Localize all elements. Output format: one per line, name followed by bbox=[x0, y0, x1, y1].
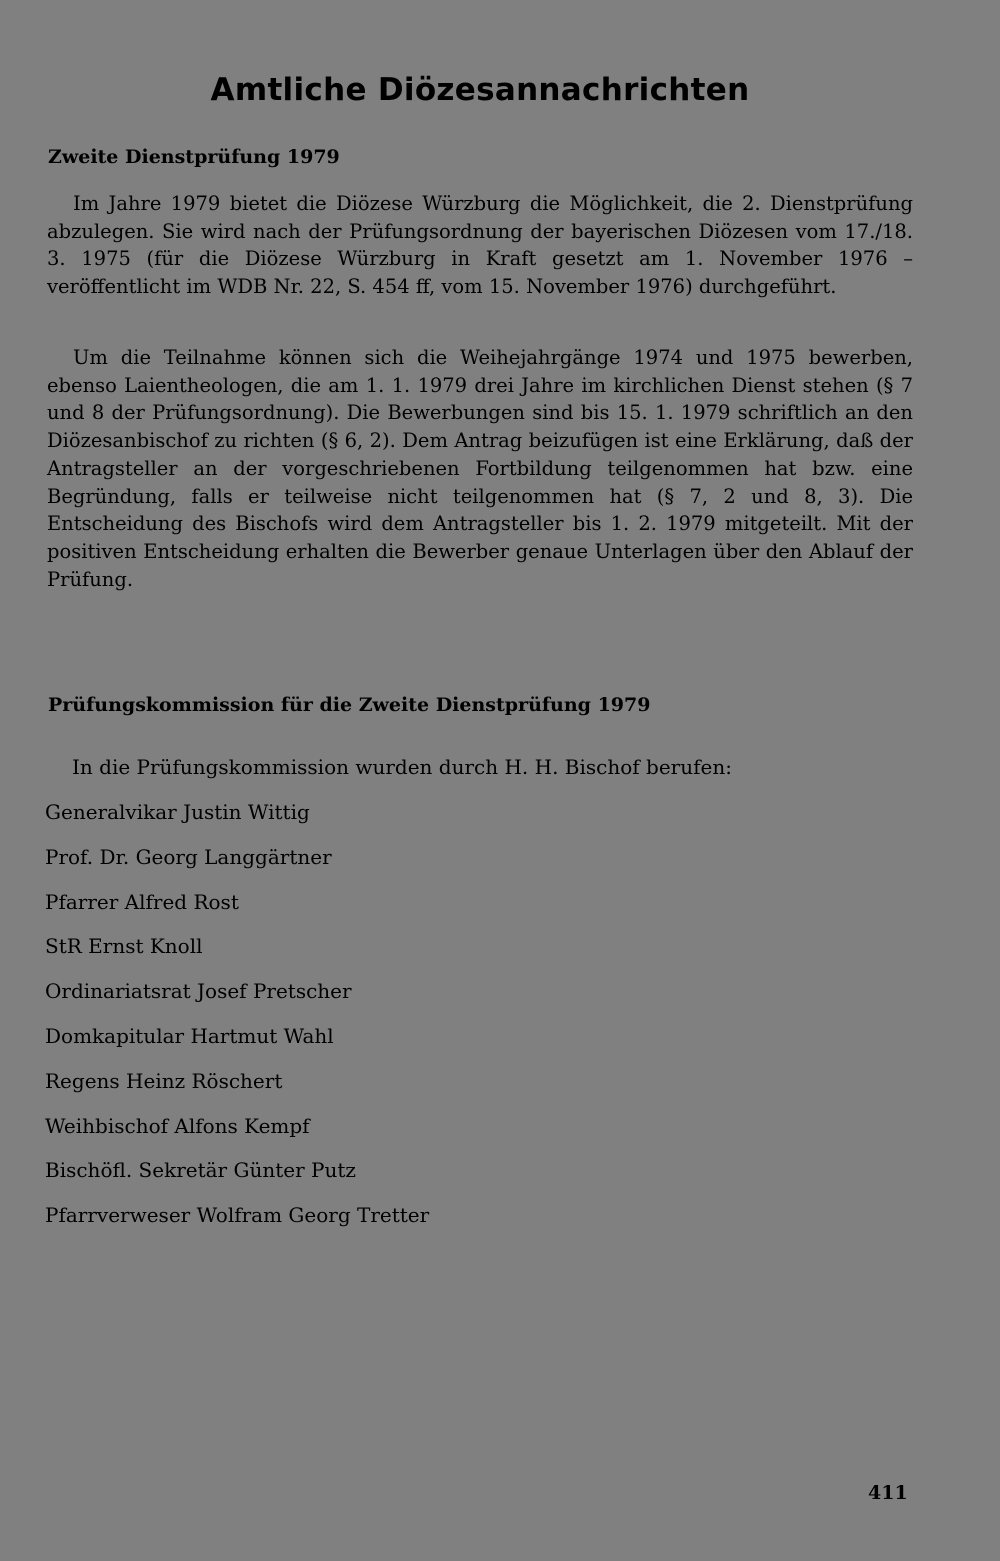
commission-member: Pfarrer Alfred Rost bbox=[45, 889, 239, 914]
commission-member: Bischöfl. Sekretär Günter Putz bbox=[45, 1158, 356, 1183]
section-heading-pruefungskommission: Prüfungskommission für die Zweite Dienstprüfung 1979 bbox=[48, 694, 651, 716]
commission-member: Generalvikar Justin Wittig bbox=[45, 800, 310, 824]
commission-member: Prof. Dr. Georg Langgärtner bbox=[45, 844, 332, 869]
paragraph-announcement: Im Jahre 1979 bietet die Diözese Würzburg die Möglichkeit, die 2. Dienstprüfung abzulegen. Sie wird nach der Prüfungsordnung der bayerischen Diözesen vom 17./18. 3. 1975 (für die Diözese Würzburg in Kraft gesetzt am 1. November 1976 – veröffentlicht im WDB Nr. 22, S. 454 ff, vom 15. November 1976) durchgeführt. bbox=[47, 192, 913, 299]
commission-intro: In die Prüfungskommission wurden durch H. H. Bischof berufen: bbox=[72, 755, 732, 779]
commission-member-list bbox=[45, 796, 429, 1244]
commission-member: Ordinariatsrat Josef Pretscher bbox=[45, 979, 352, 1004]
commission-member: Regens Heinz Röschert bbox=[45, 1068, 283, 1093]
commission-member: Pfarrverweser Wolfram Georg Tretter bbox=[45, 1203, 430, 1228]
section-heading-dienstpruefung: Zweite Dienstprüfung 1979 bbox=[48, 146, 340, 168]
paragraph-application-details: Um die Teilnahme können sich die Weihejahrgänge 1974 und 1975 bewerben, ebenso Laientheologen, die am 1. 1. 1979 drei Jahre im kirchlichen Dienst stehen (§ 7 und 8 der Prüfungsordnung). Die Bewerbungen sind bis 15. 1. 1979 schriftlich an den Diözesanbischof zu richten (§ 6, 2). Dem Antrag beizufügen ist eine Erklärung, daß der Antragsteller an der vorgeschriebenen Fortbildung teilgenommen hat bzw. eine Begründung, falls er teilweise nicht teilgenommen hat (§ 7, 2 und 8, 3). Die Entscheidung des Bischofs wird dem Antragsteller bis 1. 2. 1979 mitgeteilt. Mit der positiven Entscheidung erhalten die Bewerber genaue Unterlagen über den Ablauf der Prüfung. bbox=[47, 346, 913, 591]
page-title: Amtliche Diözesannachrichten bbox=[210, 72, 750, 108]
page-number: 411 bbox=[868, 1482, 908, 1504]
commission-member: StR Ernst Knoll bbox=[45, 934, 203, 959]
commission-member: Domkapitular Hartmut Wahl bbox=[45, 1023, 334, 1048]
commission-member: Weihbischof Alfons Kempf bbox=[45, 1113, 310, 1138]
